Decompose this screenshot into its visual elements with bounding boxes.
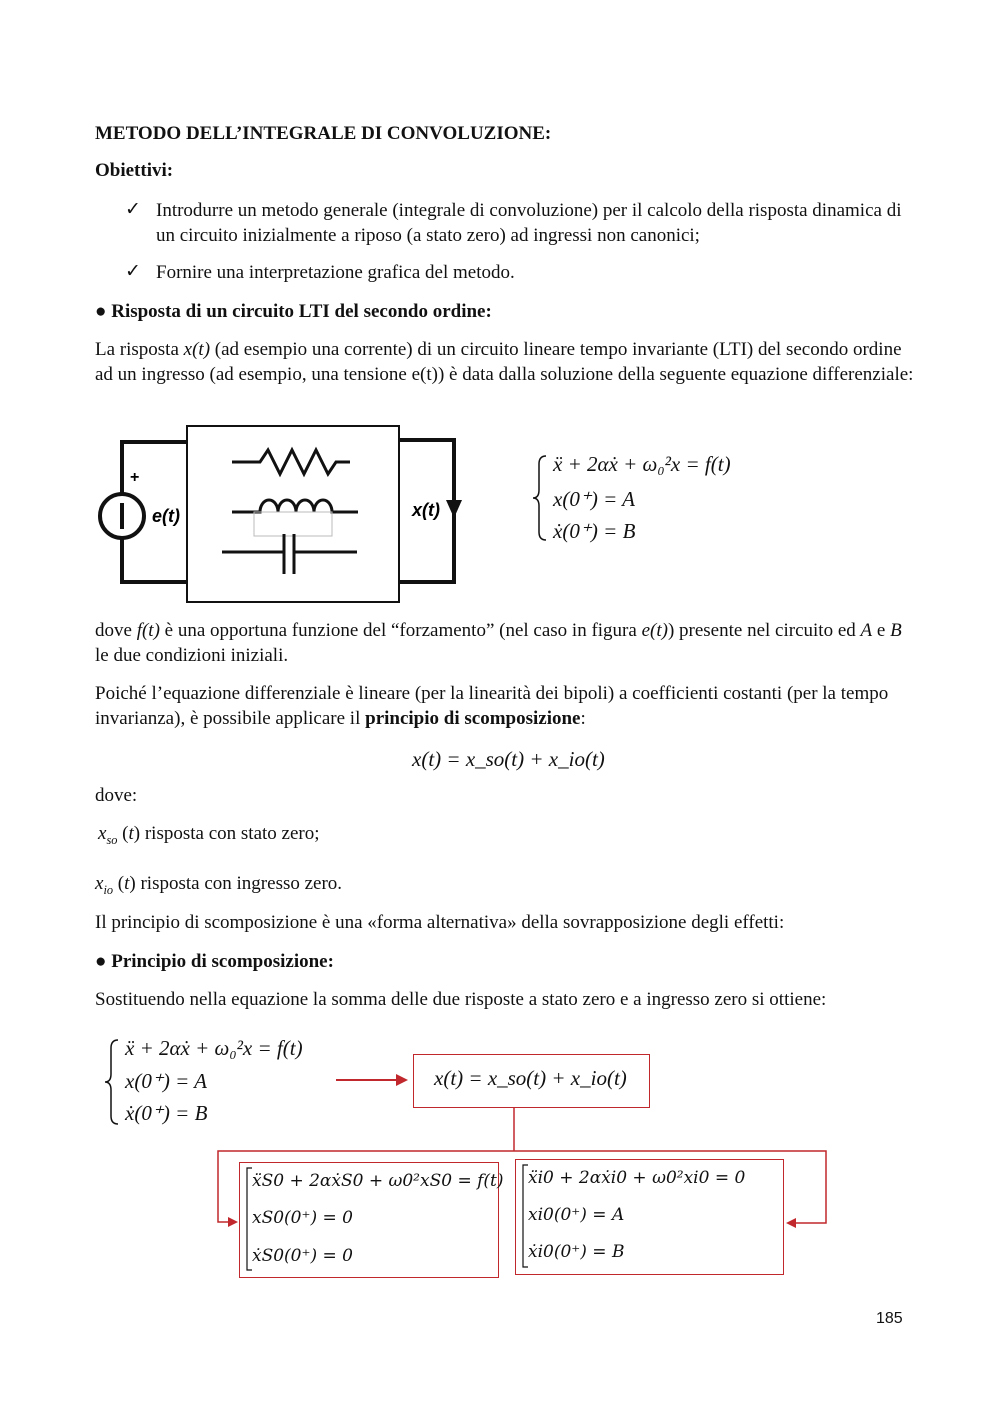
equation: ẋ(0⁺) = B [125, 1101, 208, 1125]
decomposition-equation: x(t) = x_so(t) + x_io(t) [412, 747, 605, 771]
check-icon: ✓ [125, 198, 141, 220]
arrow-right-icon [396, 1074, 408, 1086]
equation: x(0⁺) = A [125, 1069, 208, 1093]
section-heading: ● Risposta di un circuito LTI del secondo ordine: [95, 301, 492, 322]
arrow-left-icon [786, 1218, 796, 1228]
text: principio di scomposizione [365, 708, 581, 729]
text: B [890, 620, 902, 641]
text: risposta con stato zero; [144, 823, 320, 844]
text: x(t) [183, 339, 211, 360]
objectives-heading: Obiettivi: [95, 160, 174, 181]
page-number: 185 [876, 1310, 903, 1327]
paragraph: Il principio di scomposizione è una «forma alternativa» della sovrapposizione degli effetti: [95, 912, 785, 933]
equation: ẍ + 2αẋ + ω₀²x = f(t) [125, 1036, 303, 1060]
text: è una opportuna funzione del “forzamento” (nel caso in figura [159, 620, 642, 641]
equation: ẋS0(0⁺) = 0 [252, 1246, 353, 1266]
objective-item: Introdurre un metodo generale (integrale di convoluzione) per il calcolo della risposta dinamica di un circuito inizialmente a riposo (a stato zero) ad ingressi non canonici; [156, 200, 902, 246]
text: e [872, 620, 891, 641]
equation: ẋi0(0⁺) = B [528, 1242, 625, 1262]
text: e(t) [641, 620, 668, 641]
zero-input-definition: $x_{io}$ (t) risposta con ingresso zero. [95, 873, 343, 897]
text: le due condizioni iniziali. [95, 645, 289, 666]
paragraph: Sostituendo nella equazione la somma delle due risposte a stato zero e a ingresso zero si ottiene: [95, 989, 827, 1010]
equation: x(0⁺) = A [553, 487, 636, 511]
plus-label: + [130, 469, 140, 486]
objective-item: Fornire una interpretazione grafica del metodo. [156, 262, 515, 283]
text: dove: [95, 785, 138, 806]
output-label: x(t) [412, 500, 440, 520]
equation: xi0(0⁺) = A [528, 1205, 625, 1225]
check-icon: ✓ [125, 260, 141, 282]
equation: xS0(0⁺) = 0 [252, 1208, 353, 1228]
equation: ẍS0 + 2αẋS0 + ω0²xS0 = f(t) [252, 1171, 504, 1191]
text: A [860, 620, 873, 641]
section-heading: ● Principio di scomposizione: [95, 951, 334, 972]
text: risposta con ingresso zero. [140, 873, 343, 894]
arrow-right-icon [228, 1217, 238, 1227]
text: f(t) [136, 620, 160, 641]
text: ) presente nel circuito ed [667, 620, 861, 641]
text: La risposta [95, 339, 184, 360]
equation: ẍ + 2αẋ + ω₀²x = f(t) [553, 452, 731, 476]
source-label: e(t) [152, 506, 180, 526]
text: Poiché l’equazione differenziale è lineare (per la linearità dei bipoli) a coefficienti costanti (per la tempo invarianza), è possibile applicare il [95, 683, 889, 729]
text: dove [95, 620, 137, 641]
equation: ẋ(0⁺) = B [553, 519, 636, 543]
page-title: METODO DELL’INTEGRALE DI CONVOLUZIONE: [95, 123, 552, 144]
text: (ad esempio una corrente) di un circuito lineare tempo invariante (LTI) del secondo ordine ad un ingresso (ad esempio, una tensione e(t)) è data dalla soluzione della seguente equazione differenziale: [95, 339, 914, 385]
text: : [580, 708, 586, 729]
equation: ẍi0 + 2αẋi0 + ω0²xi0 = 0 [528, 1168, 746, 1188]
decomposition-equation: x(t) = x_so(t) + x_io(t) [434, 1066, 627, 1090]
zero-state-definition: $x_{so}$ (t) risposta con stato zero; [98, 823, 320, 847]
